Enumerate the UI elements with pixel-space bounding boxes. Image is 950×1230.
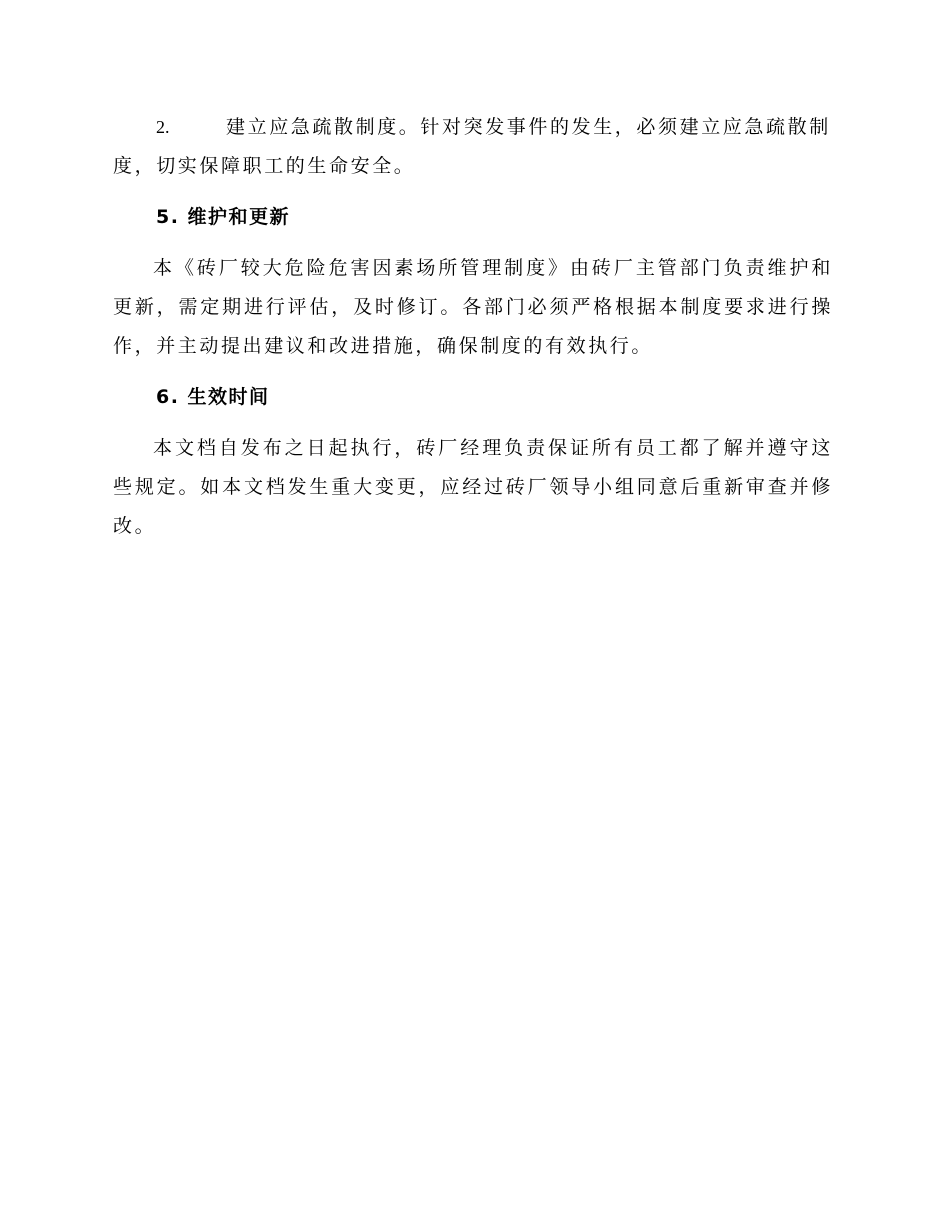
item-text-line-2: 度，切实保障职工的生命安全。 (113, 155, 416, 177)
item-text-line-1: 建立应急疏散制度。针对突发事件的发生，必须建立应急疏散制 (226, 116, 831, 138)
section-heading-6: 6. 生效时间 (156, 386, 270, 408)
section-heading-5: 5. 维护和更新 (156, 206, 291, 228)
section-5-paragraph: 本《砖厂较大危险危害因素场所管理制度》由砖厂主管部门负责维护和更新，需定期进行评估，及时修订。各部门必须严格根据本制度要求进行操作，并主动提出建议和改进措施，确保制度的有效执行。 (113, 257, 833, 357)
numbered-item-first-line (113, 108, 833, 147)
item-number: 2. (156, 117, 170, 137)
section-6-paragraph: 本文档自发布之日起执行，砖厂经理负责保证所有员工都了解并遵守这些规定。如本文档发生重大变更，应经过砖厂领导小组同意后重新审查并修改。 (113, 437, 833, 537)
numbered-item-2 (113, 108, 833, 186)
document-body (113, 108, 833, 546)
